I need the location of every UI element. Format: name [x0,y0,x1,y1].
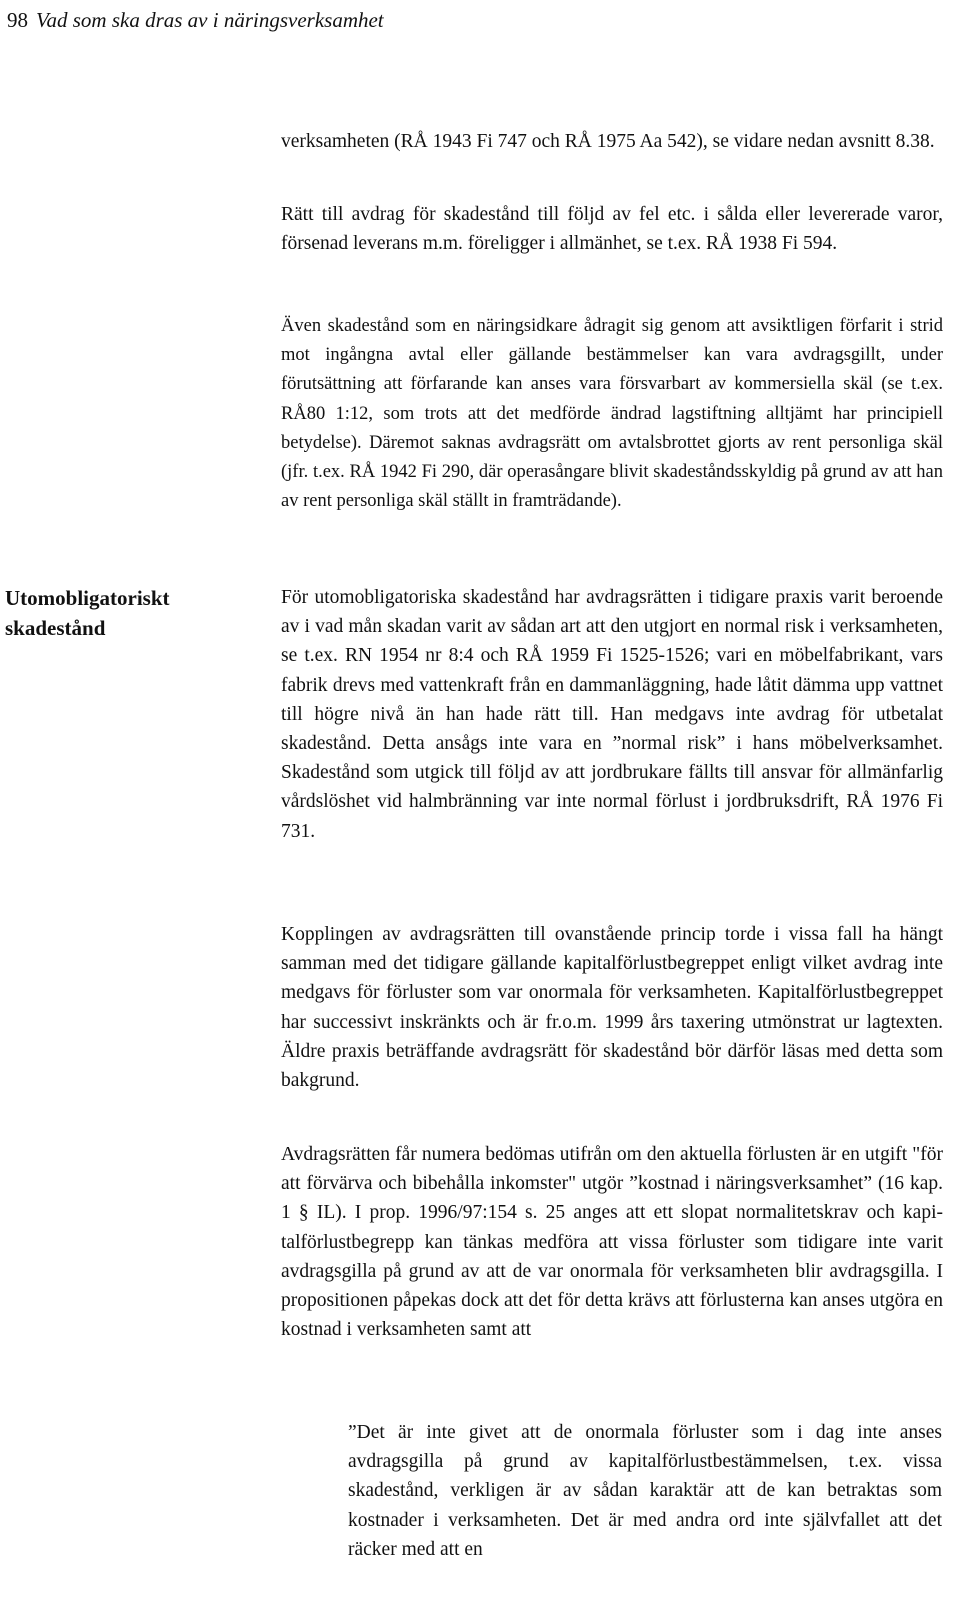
margin-heading: Utomobligatoriskt skadestånd [5,586,170,640]
body-paragraph-3 [281,312,943,516]
quote-text: ”Det är inte givet att de onormala förluster som i dag inte anses avdragsgilla på grund av kapitalförlustbestämmelsen, t.ex. vissa skadestånd, verkligen är av sådan karaktär att de kan betraktas som kostnader i verksamheten. Det är med andra ord inte självfallet att det räcker med att en [348,1422,942,1560]
page-number: 98 [7,8,28,32]
paragraph-text: Rätt till avdrag för skadestånd till följd av fel etc. i sålda eller levererade varor, försenad leverans m.m. föreligger i allmänhet, se t.ex. RÅ 1938 Fi 594. [281,204,943,255]
block-quote [348,1418,942,1564]
page-header [7,6,384,34]
body-paragraph-2 [281,200,943,258]
paragraph-text: För utomobligatoriska skadestånd har avdragsrätten i tidigare praxis varit beroende av i vad mån skadan varit av sådan art att den utgjort en normal risk i verksamheten, se t.ex. RN 1954 nr 8:4 och RÅ 1959 Fi 1525-1526; vari en möbelfabrikant, vars fabrik drevs med vattenkraft från en dammanläggning, hade låtit dämma upp vattnet till högre nivå än han hade rätt till. Han medgavs inte avdrag för utbetalat skadestånd. Detta ansågs inte vara en ”normal risk” i hans möbelverksamhet. Skadestånd som utgick till följd av att jordbrukare fällts till ansvar för allmänfarlig vårdslöshet vid halmbränning var inte normal förlust i jordbruksdrift, RÅ 1976 Fi 731. [281,587,943,842]
running-title: Vad som ska dras av i näringsverksamhet [36,8,384,32]
body-paragraph-4 [281,583,943,846]
paragraph-text: verksamheten (RÅ 1943 Fi 747 och RÅ 1975 Aa 542), se vidare nedan avsnitt 8.38. [281,131,935,152]
paragraph-text: Kopplingen av avdragsrätten till ovanstående princip torde i vissa fall ha hängt samman med det tidigare gällande kapitalförlustbegreppet enligt vilket avdrag inte medgavs för förluster som var onormala för verksamheten. Kapitalförlustbegreppet har successivt inskränkts och är fr.o.m. 1999 års taxering utmönstrat ur lagtexten. Äldre praxis beträffande avdragsrätt för skadestånd bör därför läsas med detta som bakgrund. [281,924,943,1092]
body-paragraph-6 [281,1140,943,1344]
body-paragraph-5 [281,920,943,1095]
paragraph-text: Avdragsrätten får numera bedömas utifrån om den aktuella förlusten är en utgift "för att förvärva och bibehålla inkomster" utgör ”kostnad i näringsverksamhet” (16 kap. 1 § IL). I prop. 1996/97:154 s. 25 anges att ett slopat normalitetskrav och kapitalförlustbegrepp kan tänkas medföra att vissa förluster som tidigare inte varit avdragsgilla på grund av att de var onormala för verksamheten blir avdragsgilla. I propositionen påpekas dock att det för detta krävs att förlusterna kan anses utgöra en kostnad i verksamheten samt att [281,1144,943,1341]
body-paragraph-1 [281,127,943,156]
paragraph-text: Även skadestånd som en näringsidkare ådragit sig genom att avsiktligen förfarit i strid mot ingångna avtal eller gällande bestämmelser kan vara avdragsgillt, under förutsättning att förfarande kan anses vara försvarbart av kommersiella skäl (se t.ex. RÅ80 1:12, som trots att det medförde ändrad lagstiftning alltjämt har principiell betydelse). Däremot saknas avdragsrätt om avtalsbrottet gjorts av rent personliga skäl (jfr. t.ex. RÅ 1942 Fi 290, där operasångare blivit skadeståndsskyldig på grund av att han av rent personliga skäl ställt in framträdande). [281,316,943,512]
